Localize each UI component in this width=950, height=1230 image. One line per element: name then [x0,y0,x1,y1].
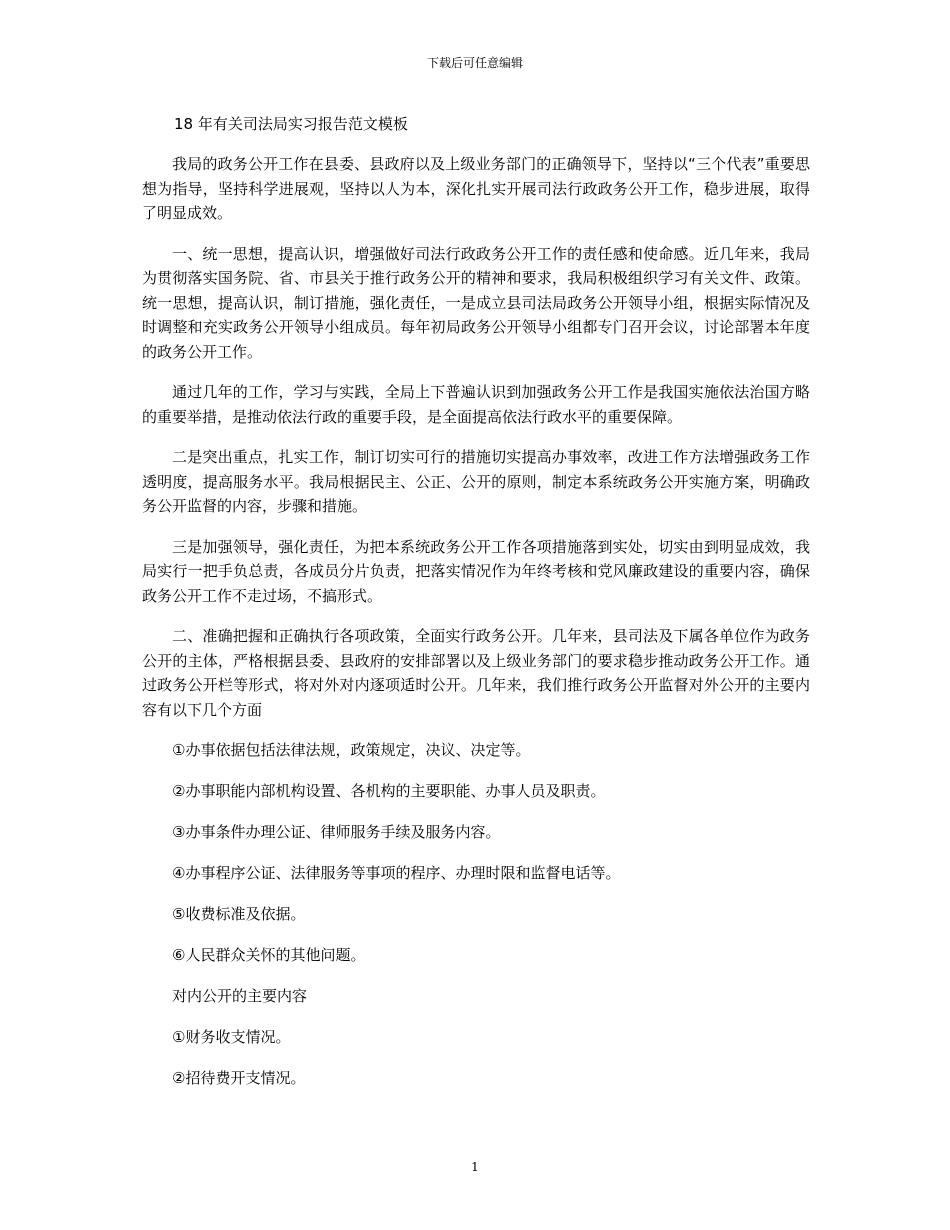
list-item: ②招待费开支情况。 [172,1069,306,1087]
paragraph: 通过几年的工作，学习与实践，全局上下普遍认识到加强政务公开工作是我国实施依法治国方略的重要举措，是推动依法行政的重要手段，是全面提高依法行政水平的重要保障。 [142,383,810,426]
paragraph: 二是突出重点，扎实工作，制订切实可行的措施切实提高办事效率，改进工作方法增强政务工作透明度，提高服务水平。我局根据民主、公正、公开的原则，制定本系统政务公开实施方案，明确政务公开监督的内容，步骤和措施。 [142,448,810,515]
paragraph: 我局的政务公开工作在县委、县政府以及上级业务部门的正确领导下，坚持以“三个代表”重要思想为指导，坚持科学进展观，坚持以人为本，深化扎实开展司法行政政务公开工作，稳步进展，取得了明显成效。 [142,155,810,222]
list-item: ②办事职能内部机构设置、各机构的主要职能、办事人员及职责。 [172,782,606,800]
list-item: ⑥人民群众关怀的其他问题。 [172,946,366,964]
list-item: ④办事程序公证、法律服务等事项的程序、办理时限和监督电话等。 [172,864,621,882]
paragraph: 三是加强领导，强化责任，为把本系统政务公开工作各项措施落到实处，切实由到明显成效，我局实行一把手负总责，各成员分片负责，把落实情况作为年终考核和党风廉政建设的重要内容，确保政务公开工作不走过场，不搞形式。 [142,537,810,605]
list-item: ⑤收费标准及依据。 [172,905,306,923]
list-item: ①办事依据包括法律法规，政策规定，决议、决定等。 [172,741,531,759]
paragraph: 二、准确把握和正确执行各项政策，全面实行政务公开。几年来，县司法及下属各单位作为政务公开的主体，严格根据县委、县政府的安排部署以及上级业务部门的要求稳步推动政务公开工作。通过政务公开栏等形式，将对外对内逐项适时公开。几年来，我们推行政务公开监督对外公开的主要内容有以下几个方面 [142,627,810,719]
document-title: 18 年有关司法局实习报告范文模板 [174,115,408,133]
list-item: ①财务收支情况。 [172,1028,291,1046]
page-header: 下载后可任意编辑 [426,56,523,70]
paragraph: 一、统一思想，提高认识，增强做好司法行政政务公开工作的责任感和使命感。近几年来，我局为贯彻落实国务院、省、市县关于推行政务公开的精神和要求，我局积极组织学习有关文件、政策。统一思想，提高认识，制订措施，强化责任，一是成立县司法局政务公开领导小组，根据实际情况及时调整和充实政务公开领导小组成员。每年初局政务公开领导小组都专门召开会议，讨论部署本年度的政务公开工作。 [142,244,810,361]
page-number: 1 [471,1160,479,1174]
section-heading: 对内公开的主要内容 [172,987,308,1005]
document-body [142,112,810,1107]
list-item: ③办事条件办理公证、律师服务手续及服务内容。 [172,823,501,841]
